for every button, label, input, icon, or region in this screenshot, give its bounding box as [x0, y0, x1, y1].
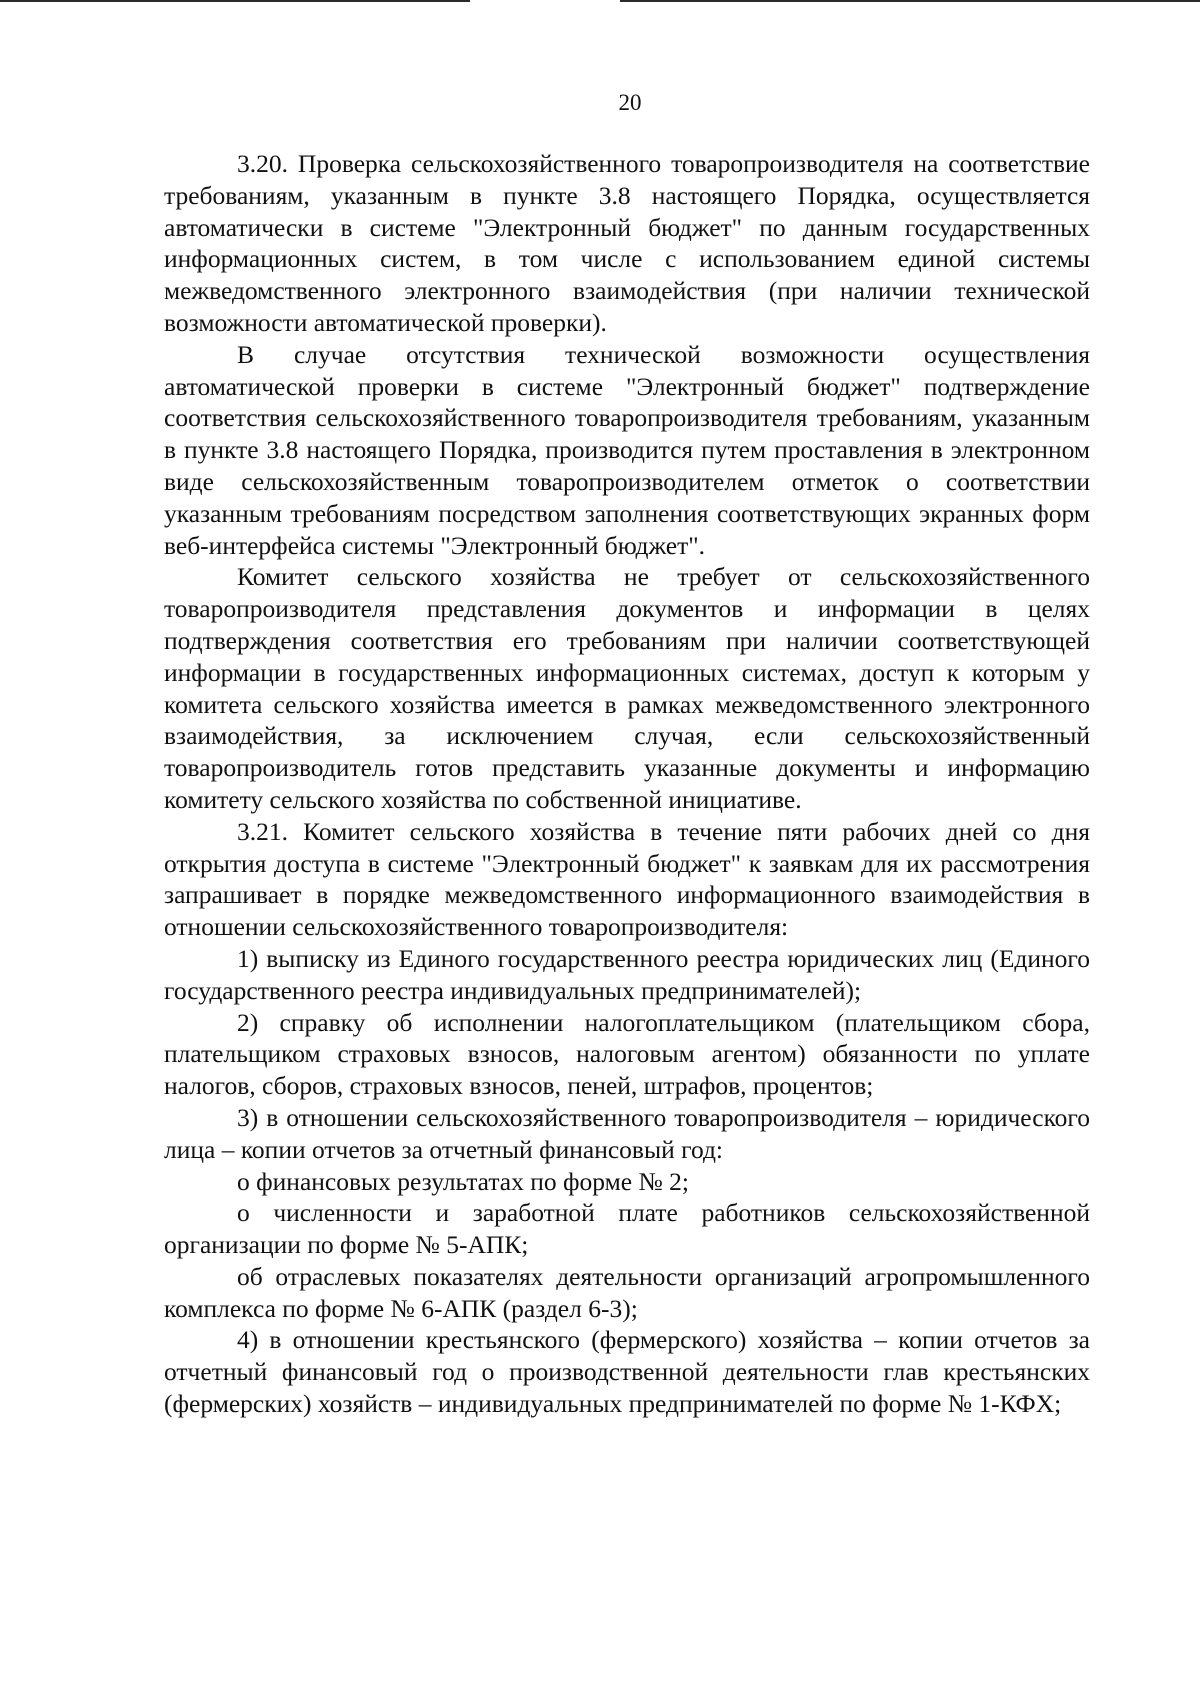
list-item-2: 2) справку об исполнении налогоплательщиком (плательщиком сбора, плательщиком страховых взносов, налоговым агентом) обязанности по уплате налогов, сборов, страховых взносов, пеней, штрафов, процентов; — [164, 1007, 1090, 1101]
scan-edge-line-right — [620, 0, 1200, 2]
document-body — [164, 148, 1090, 1420]
paragraph-committee-not-require: Комитет сельского хозяйства не требует от сельскохозяйственного товаропроизводителя представления документов и информации в целях подтверждения соответствия его требованиям при наличии соответствующей информации в государственных информационных системах, доступ к которым у комитета сельского хозяйства имеется в рамках межведомственного электронного взаимодействия, за исключением случая, если сельскохозяйственный товаропроизводитель готов представить указанные документы и информацию комитету сельского хозяйства по собственной инициативе. — [164, 562, 1090, 814]
scan-edge-line-left — [0, 0, 470, 2]
paragraph-3-21: 3.21. Комитет сельского хозяйства в течение пяти рабочих дней со дня открытия доступа в системе "Электронный бюджет" к заявкам для их рассмотрения запрашивает в порядке межведомственного информационного взаимодействия в отношении сельскохозяйственного товаропроизводителя: — [164, 816, 1090, 942]
list-item-1: 1) выписку из Единого государственного реестра юридических лиц (Единого государственного реестра индивидуальных предпринимателей); — [164, 943, 1090, 1005]
sub-item-form-6-apk: об отраслевых показателях деятельности организаций агропромышленного комплекса по форме № 6-АПК (раздел 6-3); — [164, 1261, 1090, 1323]
list-item-3: 3) в отношении сельскохозяйственного товаропроизводителя – юридического лица – копии отчетов за отчетный финансовый год: — [164, 1102, 1090, 1164]
sub-item-form-2: о финансовых результатах по форме № 2; — [237, 1166, 689, 1196]
sub-item-form-5-apk: о численности и заработной плате работников сельскохозяйственной организации по форме № 5-АПК; — [164, 1198, 1090, 1260]
list-item-4: 4) в отношении крестьянского (фермерского) хозяйства – копии отчетов за отчетный финансовый год о производственной деятельности глав крестьянских (фермерских) хозяйств – индивидуальных предпринимателей по форме № 1-КФХ; — [164, 1325, 1090, 1419]
page-number: 20 — [618, 90, 642, 115]
paragraph-no-technical-possibility: В случае отсутствия технической возможности осуществления автоматической проверки в системе "Электронный бюджет" подтверждение соответствия сельскохозяйственного товаропроизводителя требованиям, указанным в пункте 3.8 настоящего Порядка, производится путем проставления в электронном виде сельскохозяйственным товаропроизводителем отметок о соответствии указанным требованиям посредством заполнения соответствующих экранных форм веб-интерфейса системы "Электронный бюджет". — [164, 339, 1090, 560]
paragraph-3-20: 3.20. Проверка сельскохозяйственного товаропроизводителя на соответствие требованиям, указанным в пункте 3.8 настоящего Порядка, осуществляется автоматически в системе "Электронный бюджет" по данным государственных информационных систем, в том числе с использованием единой системы межведомственного электронного взаимодействия (при наличии технической возможности автоматической проверки). — [164, 149, 1090, 337]
